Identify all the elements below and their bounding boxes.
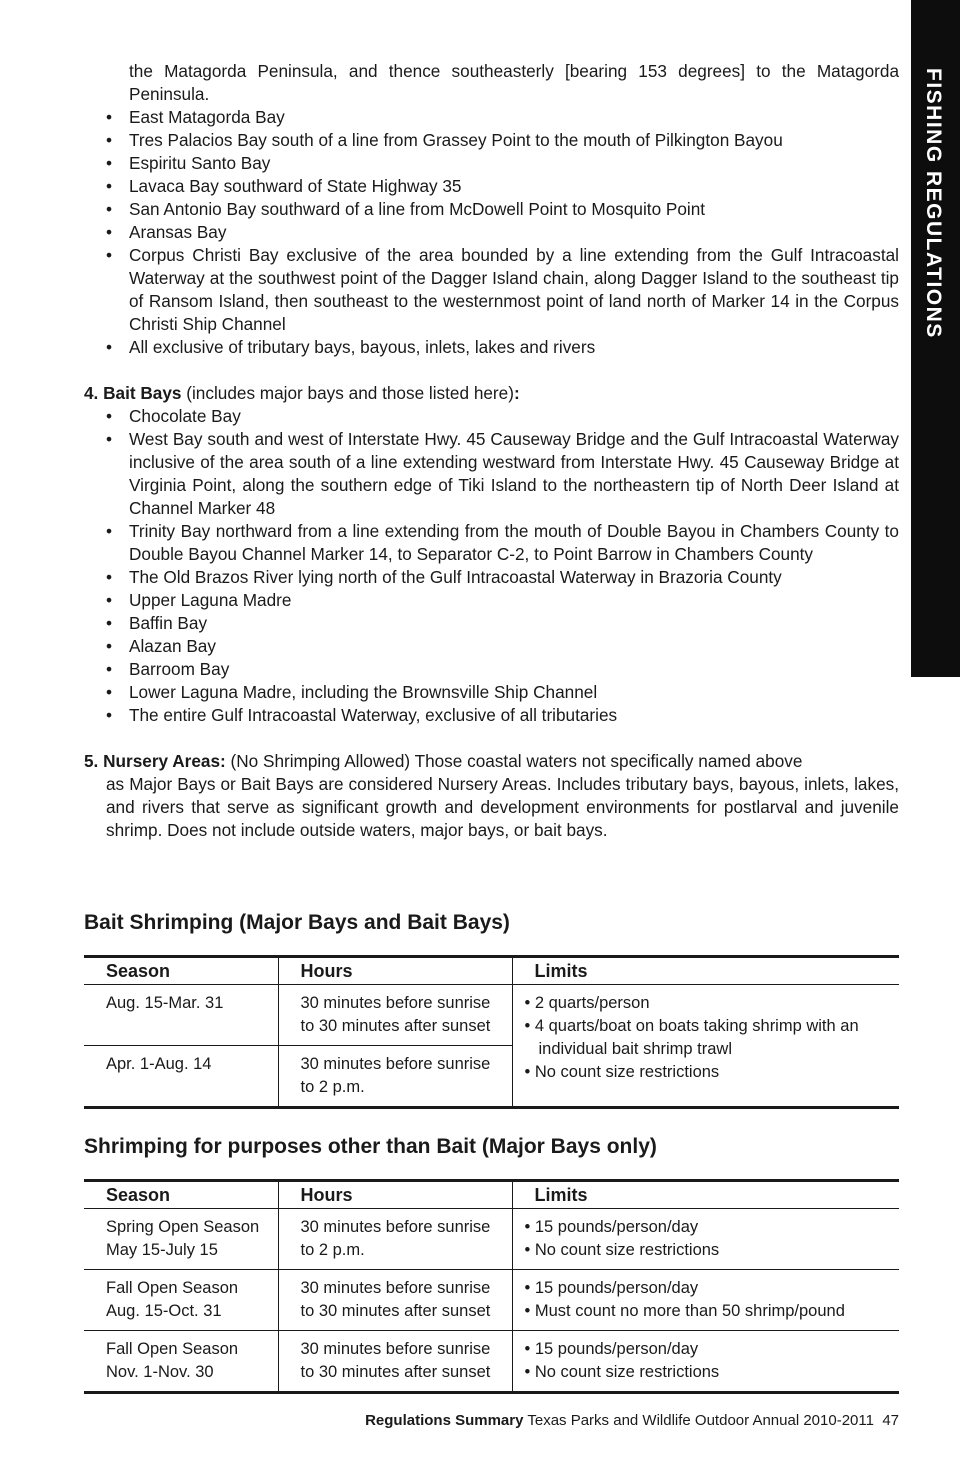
list-item: • San Antonio Bay southward of a line from McDowell Point to Mosquito Point	[129, 198, 899, 221]
list-item: • Espiritu Santo Bay	[129, 152, 899, 175]
regulations-body	[84, 60, 899, 842]
limit-line: • 15 pounds/person/day	[524, 1340, 699, 1358]
hours-line: to 30 minutes after sunset	[300, 1017, 491, 1035]
list-item: • Lavaca Bay southward of State Highway 35	[129, 175, 899, 198]
section-number: 4.	[84, 383, 99, 403]
continuation-text: the Matagorda Peninsula, and thence southeasterly [bearing 153 degrees] to the Matagorda Peninsula.	[129, 61, 899, 104]
list-item: • Lower Laguna Madre, including the Brownsville Ship Channel	[129, 681, 899, 704]
nursery-areas-heading	[84, 750, 899, 773]
table-header-row	[84, 957, 899, 985]
list-item: • The entire Gulf Intracoastal Waterway, exclusive of all tributaries	[129, 704, 899, 727]
side-tab-label: FISHING REGULATIONS	[922, 68, 945, 339]
column-header-hours: Hours	[278, 1181, 512, 1209]
column-header-season: Season	[84, 957, 278, 985]
limits-cell	[512, 1270, 899, 1331]
table-row	[84, 985, 899, 1046]
table-row	[84, 1209, 899, 1270]
page-footer	[0, 1412, 899, 1429]
hours-line: to 2 p.m.	[300, 1241, 365, 1259]
table-header-row	[84, 1181, 899, 1209]
table-row	[84, 1331, 899, 1393]
list-item: • West Bay south and west of Interstate Hwy. 45 Causeway Bridge and the Gulf Intracoastal Waterway inclusive of the area south of a line extending westward from Interstate Hwy. 45 Causeway Bridge at Virginia Point, along the southern edge of Tiki Island to the northeastern tip of North Deer Island at Channel Marker 48	[129, 428, 899, 520]
limit-line: • 2 quarts/person	[524, 994, 650, 1012]
list-item: • All exclusive of tributary bays, bayous, inlets, lakes and rivers	[129, 336, 899, 359]
section-number: 5.	[84, 751, 99, 771]
hours-cell	[278, 985, 512, 1046]
list-item: • Aransas Bay	[129, 221, 899, 244]
limit-line: • 15 pounds/person/day	[524, 1218, 699, 1236]
season-cell	[84, 1209, 278, 1270]
season-cell	[84, 1331, 278, 1393]
footer-publication: Texas Parks and Wildlife Outdoor Annual 2010-2011	[527, 1412, 874, 1429]
hours-line: 30 minutes before sunrise	[300, 1218, 491, 1236]
limit-line: • No count size restrictions	[524, 1363, 720, 1381]
column-header-limits: Limits	[512, 957, 899, 985]
bait-bays-heading	[84, 382, 899, 405]
bait-bays-section	[84, 382, 899, 727]
list-item: • Barroom Bay	[129, 658, 899, 681]
hours-line: to 30 minutes after sunset	[300, 1302, 491, 1320]
limit-line: • 4 quarts/boat on boats taking shrimp with an individual bait shrimp trawl	[524, 1017, 859, 1058]
hours-cell	[278, 1046, 512, 1108]
limit-line: • 15 pounds/person/day	[524, 1279, 699, 1297]
column-header-season: Season	[84, 1181, 278, 1209]
bait-shrimping-title: Bait Shrimping (Major Bays and Bait Bays)	[84, 911, 510, 934]
column-header-limits: Limits	[512, 1181, 899, 1209]
list-item: • Chocolate Bay	[129, 405, 899, 428]
section-side-tab	[911, 0, 960, 677]
limits-cell	[512, 1209, 899, 1270]
season-line: Fall Open Season	[106, 1279, 239, 1297]
section-colon: :	[513, 383, 520, 403]
page-number: 47	[882, 1412, 899, 1429]
section-title: Nursery Areas:	[103, 751, 226, 771]
limit-line: • Must count no more than 50 shrimp/pound	[524, 1302, 845, 1320]
season-line: Aug. 15-Oct. 31	[106, 1302, 222, 1320]
hours-line: 30 minutes before sunrise	[300, 994, 491, 1012]
season-line: Fall Open Season	[106, 1340, 239, 1358]
major-bays-list	[84, 106, 899, 359]
list-item: • Upper Laguna Madre	[129, 589, 899, 612]
list-item: • Tres Palacios Bay south of a line from Grassey Point to the mouth of Pilkington Bayou	[129, 129, 899, 152]
limits-cell	[512, 985, 899, 1108]
hours-cell	[278, 1331, 512, 1393]
nursery-areas-section	[84, 750, 899, 842]
season-cell: Apr. 1-Aug. 14	[84, 1046, 278, 1108]
section-text: (No Shrimping Allowed) Those coastal waters not specifically named above	[230, 751, 803, 771]
list-item: • Baffin Bay	[129, 612, 899, 635]
limits-cell	[512, 1331, 899, 1393]
list-item: • The Old Brazos River lying north of the Gulf Intracoastal Waterway in Brazoria County	[129, 566, 899, 589]
bait-bays-list	[84, 405, 899, 727]
other-shrimping-table	[84, 1179, 899, 1394]
list-item: • Corpus Christi Bay exclusive of the area bounded by a line extending from the Gulf Intracoastal Waterway at the southwest point of the Dagger Island chain, along Dagger Island to the southeast tip of Ransom Island, then southeast to the westernmost point of land north of Marker 14 in the Corpus Christi Ship Channel	[129, 244, 899, 336]
footer-brand: Regulations Summary	[365, 1412, 524, 1429]
season-line: May 15-July 15	[106, 1241, 218, 1259]
other-shrimping-title: Shrimping for purposes other than Bait (Major Bays only)	[84, 1135, 657, 1158]
section-title: Bait Bays	[103, 383, 182, 403]
season-line: Spring Open Season	[106, 1218, 260, 1236]
list-item: • Alazan Bay	[129, 635, 899, 658]
hours-cell	[278, 1270, 512, 1331]
hours-cell	[278, 1209, 512, 1270]
limit-line: • No count size restrictions	[524, 1063, 720, 1081]
season-line: Nov. 1-Nov. 30	[106, 1363, 214, 1381]
hours-line: to 30 minutes after sunset	[300, 1363, 491, 1381]
season-cell	[84, 1270, 278, 1331]
season-cell: Aug. 15-Mar. 31	[84, 985, 278, 1046]
list-item: • Trinity Bay northward from a line extending from the mouth of Double Bayou in Chambers County to Double Bayou Channel Marker 14, to Separator C-2, to Point Barrow in Chambers County	[129, 520, 899, 566]
column-header-hours: Hours	[278, 957, 512, 985]
nursery-areas-text: as Major Bays or Bait Bays are considered Nursery Areas. Includes tributary bays, bayous, inlets, lakes, and rivers that serve as significant growth and development environments for postlarval and juvenile shrimp. Does not include outside waters, major bays, or bait bays.	[106, 774, 899, 840]
hours-line: 30 minutes before sunrise	[300, 1055, 491, 1073]
list-item: • East Matagorda Bay	[129, 106, 899, 129]
section-subtitle: (includes major bays and those listed here)	[186, 383, 514, 403]
bait-shrimping-table	[84, 955, 899, 1109]
hours-line: to 2 p.m.	[300, 1078, 365, 1096]
hours-line: 30 minutes before sunrise	[300, 1340, 491, 1358]
table-row	[84, 1270, 899, 1331]
hours-line: 30 minutes before sunrise	[300, 1279, 491, 1297]
limit-line: • No count size restrictions	[524, 1241, 720, 1259]
